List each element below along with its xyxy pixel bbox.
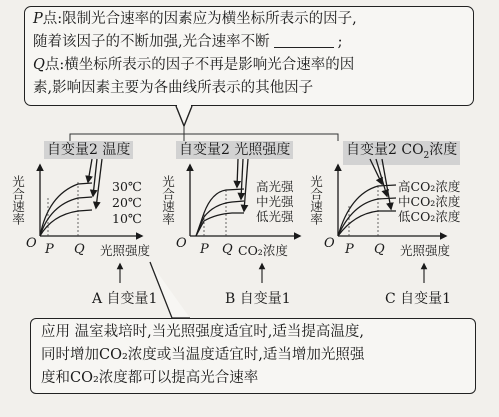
point-p-label: P: [33, 11, 43, 27]
q-label: Q: [74, 242, 85, 257]
y-axis-label: 光合速率: [160, 175, 176, 225]
pointer-arrow: [241, 159, 243, 199]
curve-label: 10℃: [112, 211, 142, 226]
note-text: 素,影响因素主要为各曲线所表示的其他因子: [33, 80, 314, 96]
origin-label: O: [324, 236, 335, 251]
pointer-arrow: [88, 159, 92, 182]
chart-c: [309, 159, 461, 283]
connector-line: [70, 126, 184, 141]
chart-a: [11, 159, 151, 283]
bottom-line-1: 应用 温室栽培时,当光照强度适宜时,适当提高温度,: [41, 324, 364, 340]
chart-b-caption: B 自变量1: [225, 291, 291, 307]
curve-label: 30℃: [112, 179, 142, 194]
chart-b: [161, 159, 301, 283]
curve-label: 低光强: [256, 209, 294, 224]
note-text: 点:限制光合速率的因素应为横坐标所表示的因子,: [42, 11, 357, 27]
pointer-arrow: [237, 159, 238, 187]
bottom-callout-pointer: [150, 262, 190, 318]
curve-label: 低CO₂浓度: [398, 209, 461, 224]
note-text: ;: [337, 34, 343, 50]
connector-line: [184, 134, 338, 141]
curve-mid-co2: [338, 198, 396, 236]
note-text: 点:横坐标所表示的因子不再是影响光合速率的因: [44, 57, 355, 73]
curve-30c: [40, 183, 92, 236]
note-text: 随着该因子的不断加强,光合速率不断: [33, 34, 270, 50]
curve-label: 中CO₂浓度: [398, 194, 461, 209]
p-label: P: [200, 242, 209, 257]
pointer-arrow: [93, 159, 97, 196]
origin-label: O: [176, 236, 187, 251]
q-label: Q: [222, 242, 233, 257]
x-axis-label: 光照强度: [400, 243, 451, 258]
p-label: P: [345, 242, 354, 257]
p-label: P: [45, 242, 54, 257]
chart-b-header: 自变量2 光照强度: [176, 141, 293, 159]
chart-c-header: 自变量2 $CO_2$浓度: [343, 141, 460, 165]
pointer-arrow: [244, 159, 248, 211]
q-label: Q: [374, 242, 385, 257]
x-axis-label: 光照强度: [100, 243, 151, 258]
curve-label: 中光强: [256, 194, 294, 209]
curve-label: 高CO₂浓度: [398, 179, 461, 194]
pointer-arrow: [96, 159, 102, 208]
curve-label: 高光强: [256, 179, 294, 194]
callout-pointer: [176, 106, 192, 126]
bottom-line-3: 度和CO₂浓度都可以提高光合速率: [41, 370, 259, 386]
bottom-line-2: 同时增加CO₂浓度或当温度适宜时,适当增加光照强: [41, 347, 365, 363]
curve-mid-light: [196, 201, 244, 236]
y-axis-label: 光合速率: [10, 175, 26, 225]
y-axis-label: 光合速率: [308, 175, 324, 225]
curve-label: 20℃: [112, 195, 142, 210]
chart-a-caption: A 自变量1: [92, 291, 158, 307]
origin-label: O: [26, 236, 37, 251]
point-q-label: Q: [33, 57, 45, 73]
x-axis-label: CO₂浓度: [238, 243, 288, 258]
chart-c-caption: C 自变量1: [385, 291, 452, 307]
chart-a-header: 自变量2 温度: [44, 141, 133, 159]
